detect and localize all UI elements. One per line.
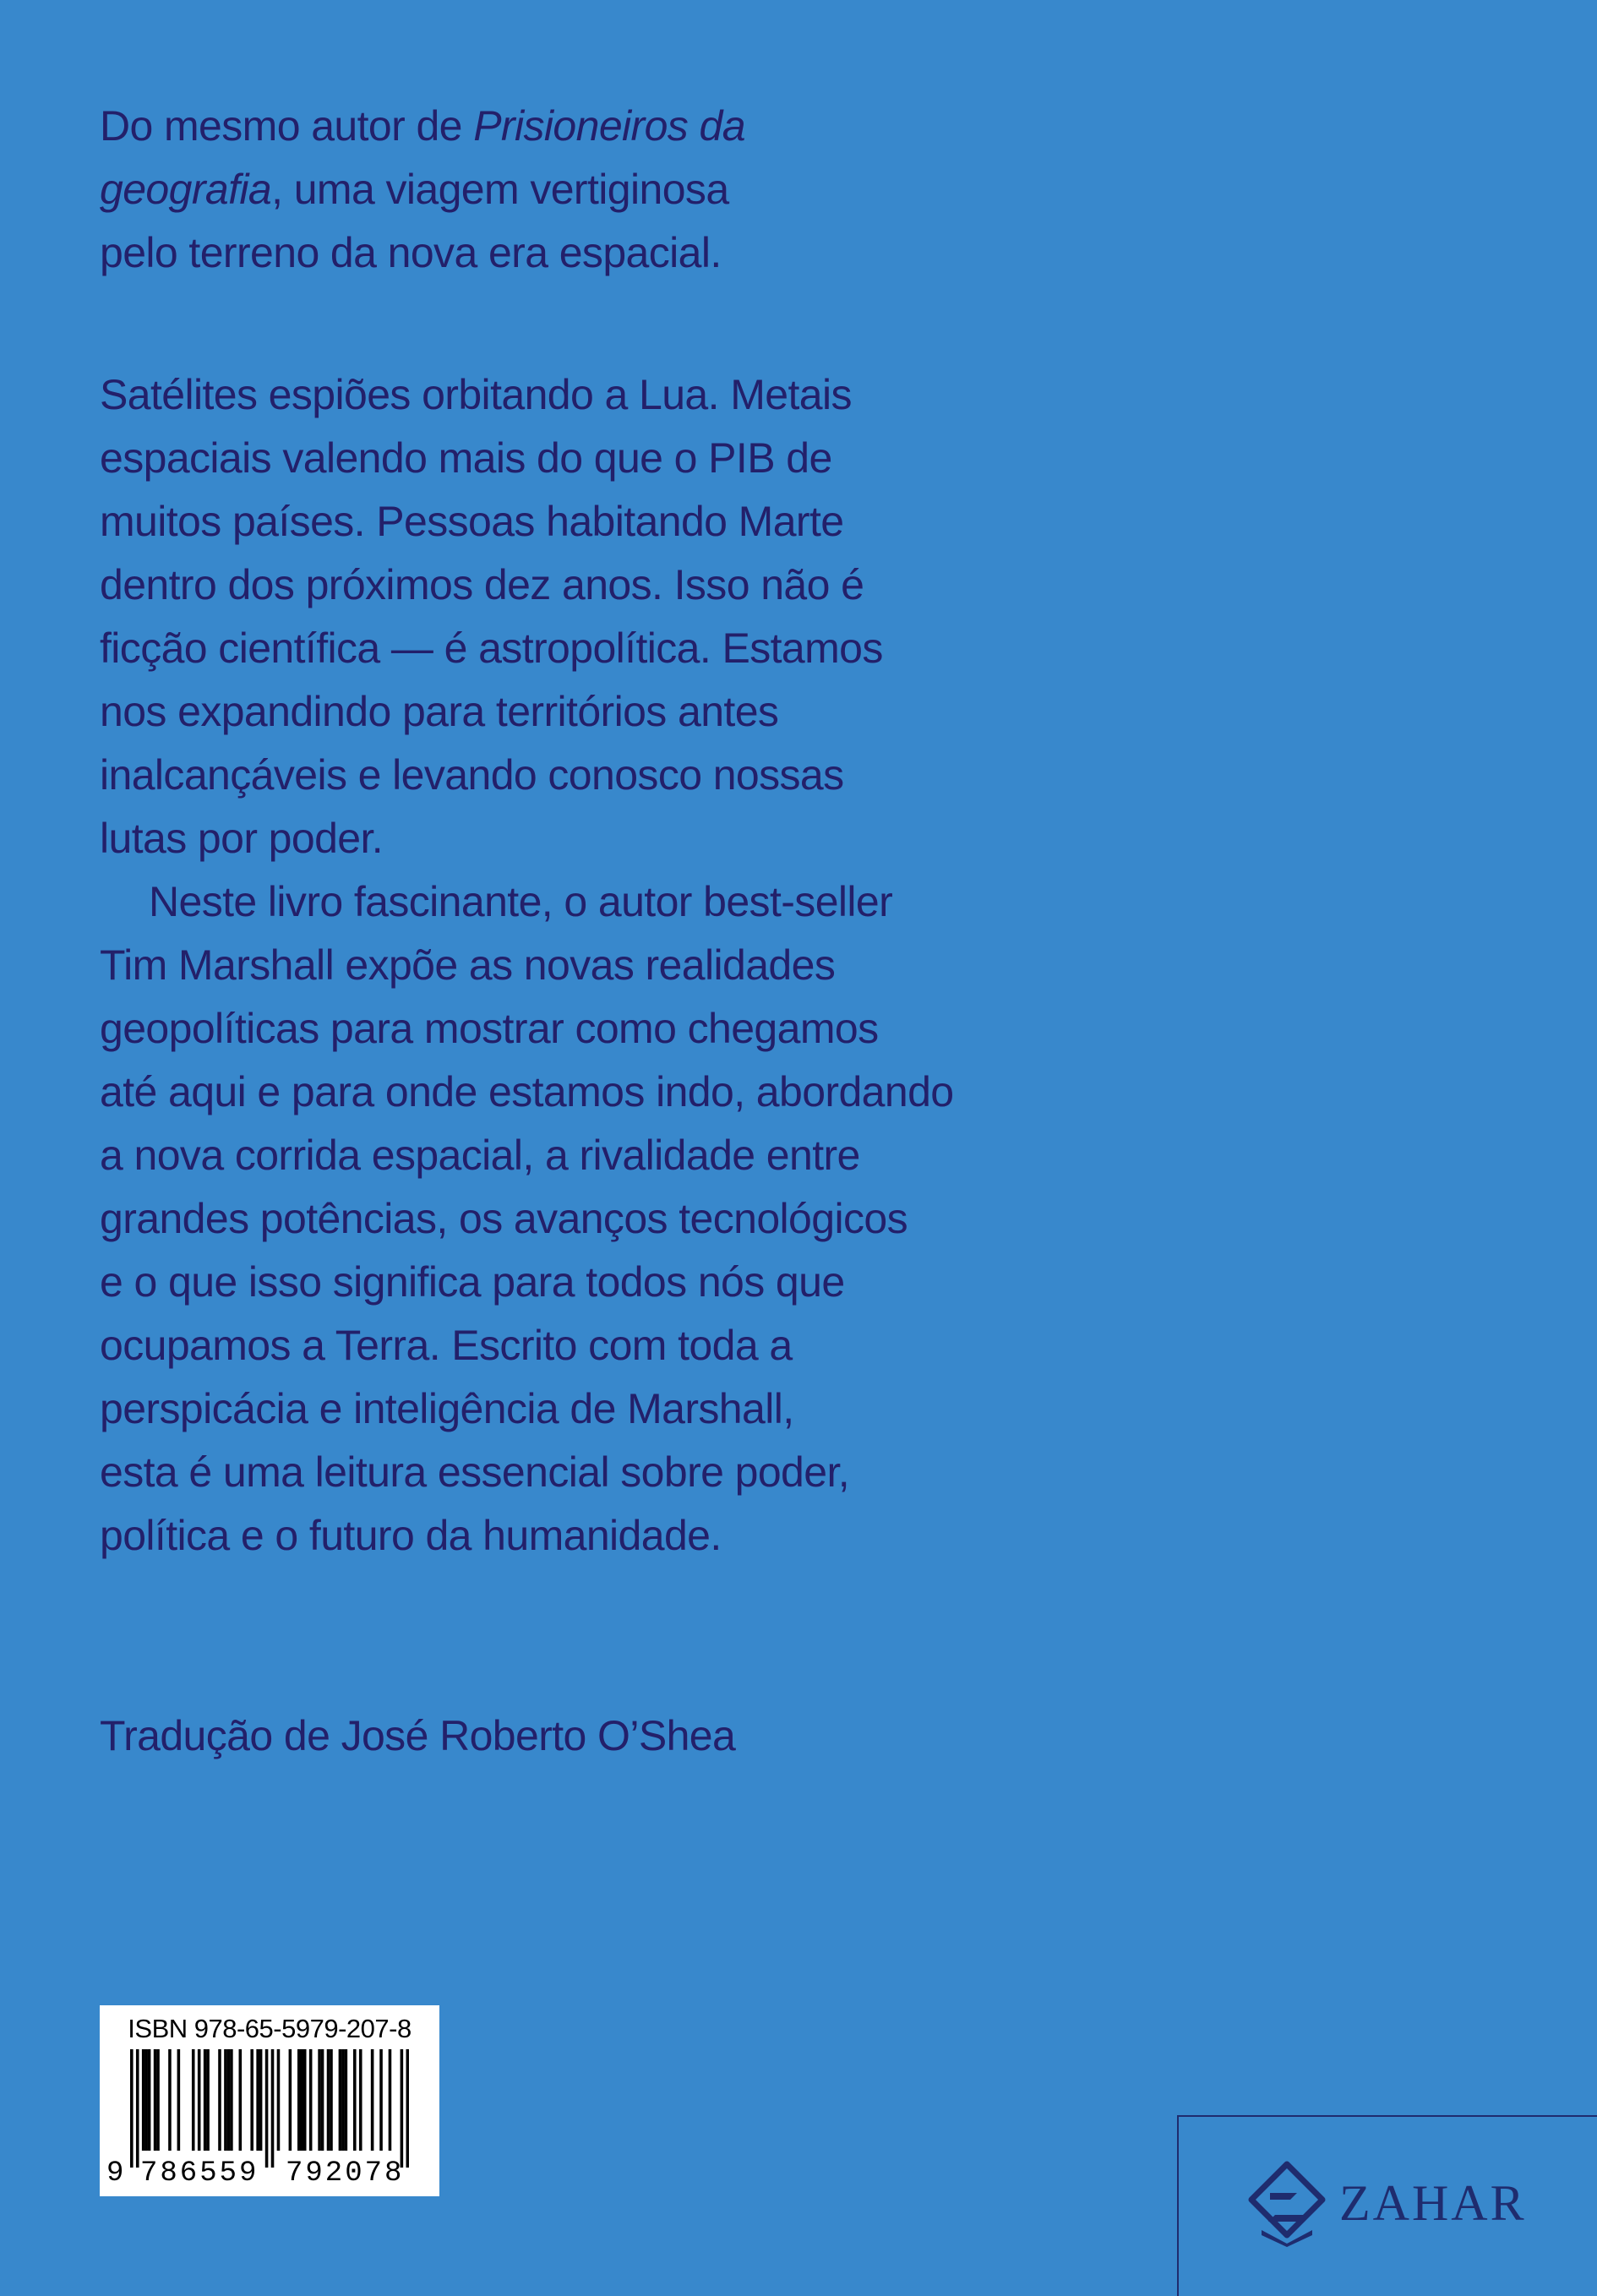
- barcode-bar: [359, 2049, 362, 2151]
- blurb-line: nos expandindo para territórios antes: [100, 688, 779, 735]
- blurb-line: ficção científica — é astropolítica. Estamos: [100, 624, 883, 672]
- zahar-logo-icon: [1245, 2159, 1329, 2247]
- barcode-bar: [177, 2049, 181, 2151]
- blurb-line: a nova corrida espacial, a rivalidade entre: [100, 1132, 860, 1179]
- barcode-bar: [259, 2049, 263, 2151]
- blurb-paragraph-2: [100, 870, 1080, 1568]
- intro-line-2: [100, 158, 1080, 221]
- intro-line-1: [100, 95, 1080, 158]
- blurb-line: ocupamos a Terra. Escrito com toda a: [100, 1322, 793, 1369]
- barcode-bar: [154, 2049, 157, 2151]
- barcode-bar: [345, 2049, 348, 2151]
- blurb-line: e o que isso significa para todos nós que: [100, 1258, 845, 1306]
- blurb-line: política e o futuro da humanidade.: [100, 1512, 722, 1559]
- barcode-bar: [353, 2049, 357, 2151]
- barcode-guard-bar: [265, 2049, 269, 2168]
- barcode-guard-bar: [130, 2049, 134, 2168]
- barcode-bar: [224, 2049, 227, 2151]
- barcode-bar: [198, 2049, 201, 2151]
- barcode-bar: [389, 2049, 392, 2151]
- barcode-bar: [206, 2049, 210, 2151]
- barcode-bar: [318, 2049, 321, 2151]
- blurb-line: Satélites espiões orbitando a Lua. Metais: [100, 371, 852, 418]
- blurb-line: grandes potências, os avanços tecnológicos: [100, 1195, 908, 1242]
- referenced-book-title-part2: geografia: [100, 166, 272, 213]
- barcode-bar: [327, 2049, 330, 2151]
- barcode-digit-first: 9: [106, 2157, 124, 2190]
- barcode-bar: [256, 2049, 259, 2151]
- blurb-line: inalcançáveis e levando conosco nossas: [100, 751, 844, 799]
- barcode-bar: [239, 2049, 243, 2151]
- barcode-bar: [227, 2049, 231, 2151]
- barcode-bar: [148, 2049, 151, 2151]
- isbn-label: ISBN 978-65-5979-207-8: [128, 2014, 412, 2043]
- barcode-bar: [341, 2049, 345, 2151]
- referenced-book-title-part1: Prisioneiros da: [473, 102, 745, 150]
- blurb-line: geopolíticas para mostrar como chegamos: [100, 1005, 879, 1052]
- barcode-bar: [330, 2049, 333, 2151]
- barcode-bar: [218, 2049, 221, 2151]
- barcode-bar: [371, 2049, 374, 2151]
- blurb-line: Tim Marshall expõe as novas realidades: [100, 941, 836, 989]
- barcode-guard-bar: [136, 2049, 139, 2168]
- barcode-bar: [339, 2049, 342, 2151]
- barcode-guard-bar: [271, 2049, 275, 2168]
- barcode-bar: [192, 2049, 195, 2151]
- blurb-body: [100, 363, 1080, 1568]
- blurb-line: muitos países. Pessoas habitando Marte: [100, 498, 844, 545]
- barcode-digits-right: 792078: [286, 2157, 405, 2190]
- barcode-bar: [168, 2049, 172, 2151]
- intro-line-3: pelo terreno da nova era espacial.: [100, 229, 722, 276]
- barcode-bar: [277, 2049, 281, 2151]
- isbn-barcode: [100, 2005, 439, 2196]
- blurb-line: dentro dos próximos dez anos. Isso não é: [100, 561, 864, 608]
- blurb-line: esta é uma leitura essencial sobre poder,: [100, 1448, 850, 1496]
- intro-prefix: Do mesmo autor de: [100, 102, 474, 150]
- barcode-bar: [204, 2049, 207, 2151]
- intro-line-2-rest: , uma viagem vertiginosa: [271, 166, 729, 213]
- barcode-bar: [321, 2049, 324, 2151]
- barcode-bar: [289, 2049, 292, 2151]
- translator-credit: Tradução de José Roberto O’Shea: [100, 1712, 736, 1759]
- publisher-name: ZAHAR: [1339, 2174, 1527, 2231]
- blurb-line: até aqui e para onde estamos indo, abordando: [100, 1068, 954, 1115]
- blurb-line: espaciais valendo mais do que o PIB de: [100, 434, 832, 482]
- barcode-bar: [144, 2049, 148, 2151]
- blurb-line: Neste livro fascinante, o autor best-seller: [149, 878, 893, 925]
- barcode-guard-bar: [406, 2049, 409, 2168]
- barcode-bar: [309, 2049, 313, 2151]
- publisher-corner: [1177, 2115, 1597, 2296]
- barcode-bar: [379, 2049, 383, 2151]
- publisher-logo: [1245, 2159, 1527, 2247]
- barcode-bar: [250, 2049, 253, 2151]
- blurb-paragraph-1: [100, 363, 1080, 870]
- barcode-bars: [130, 2049, 409, 2168]
- barcode-bar: [303, 2049, 307, 2151]
- blurb-line: perspicácia e inteligência de Marshall,: [100, 1385, 794, 1432]
- barcode-bar: [142, 2049, 145, 2151]
- barcode-digits-left: 786559: [140, 2157, 259, 2190]
- blurb-line: lutas por poder.: [100, 815, 384, 862]
- barcode-bar: [230, 2049, 233, 2151]
- intro-text: [100, 95, 1080, 285]
- barcode-guard-bar: [401, 2049, 404, 2168]
- barcode-bar: [297, 2049, 301, 2151]
- barcode-bar: [156, 2049, 160, 2151]
- barcode-bar: [300, 2049, 303, 2151]
